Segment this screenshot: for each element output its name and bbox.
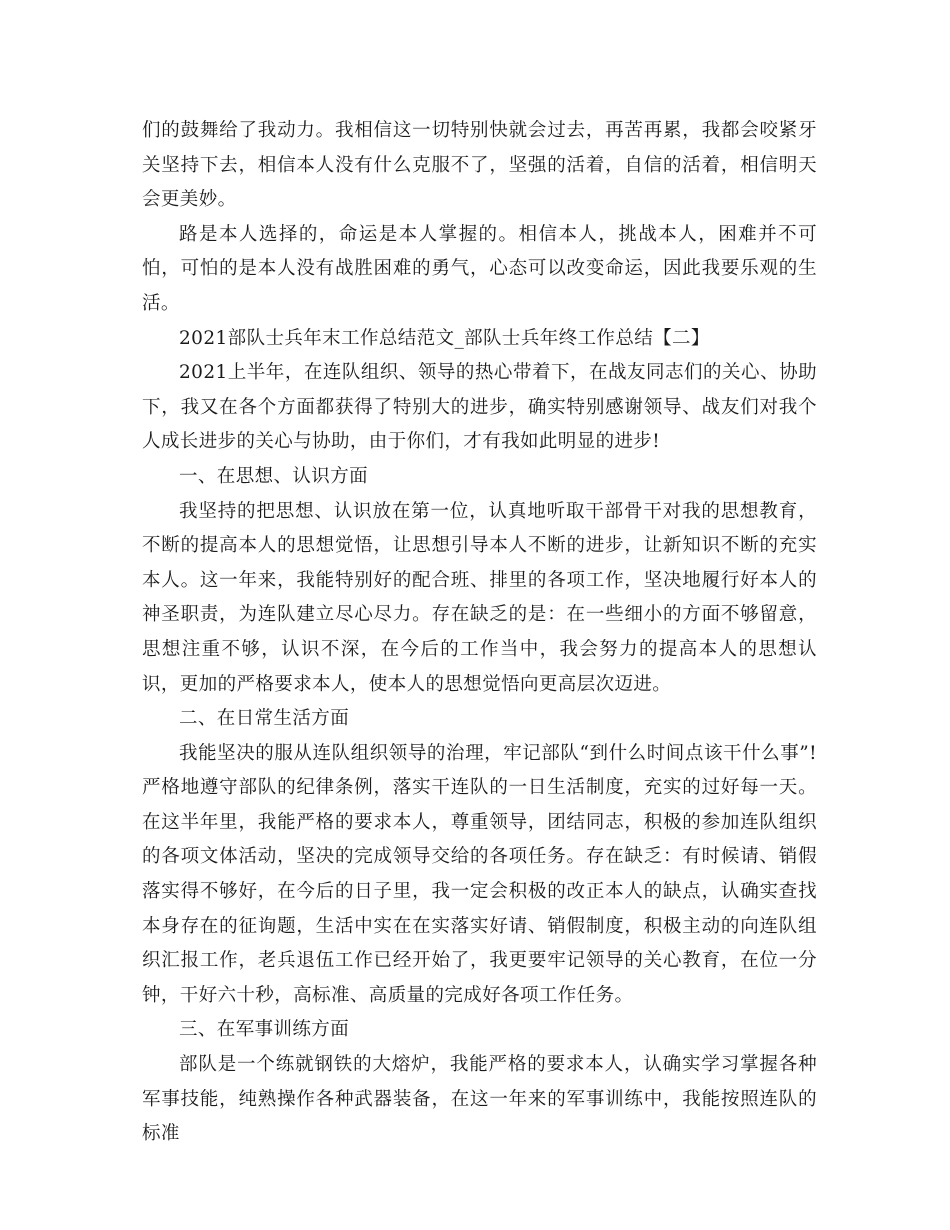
paragraph-life-choice: 路是本人选择的，命运是本人掌握的。相信本人，挑战本人，困难并不可怕，可怕的是本人没有战胜困难的勇气，心态可以改变命运，因此我要乐观的生活。 — [142, 223, 817, 314]
paragraph-intro: 2021上半年，在连队组织、领导的热心带着下，在战友同志们的关心、协助下，我又在各个方面都获得了特别大的进步，确实特别感谢领导、战友们对我个人成长进步的关心与协助，由于你们，才有我如此明显的进步! — [142, 362, 817, 453]
document-body — [142, 114, 817, 1152]
paragraph-daily-life: 我能坚决的服从连队组织领导的治理，牢记部队“到什么时间点该干什么事”!严格地遵守部队的纪律条例，落实干连队的一日生活制度，充实的过好每一天。在这半年里，我能严格的要求本人，尊重领导，团结同志，积极的参加连队组织的各项文体活动，坚决的完成领导交给的各项任务。存在缺乏：有时候请、销假落实得不够好，在今后的日子里，我一定会积极的改正本人的缺点，认确实查找本身存在的征询题，生活中实在在实落实好请、销假制度，积极主动的向连队组织汇报工作，老兵退伍工作已经开始了，我更要牢记领导的关心教育，在位一分钟，干好六十秒，高标准、高质量的完成好各项工作任务。 — [142, 742, 817, 1006]
section-title-summary-two: 2021部队士兵年末工作总结范文_部队士兵年终工作总结【二】 — [179, 327, 710, 349]
heading-daily-life: 二、在日常生活方面 — [179, 708, 350, 730]
paragraph-continuation: 们的鼓舞给了我动力。我相信这一切特别快就会过去，再苦再累，我都会咬紧牙关坚持下去，相信本人没有什么克服不了，坚强的活着，自信的活着，相信明天会更美妙。 — [142, 120, 817, 211]
heading-thought-awareness: 一、在思想、认识方面 — [179, 465, 369, 487]
paragraph-thought-awareness: 我坚持的把思想、认识放在第一位，认真地听取干部骨干对我的思想教育，不断的提高本人的思想觉悟，让思想引导本人不断的进步，让新知识不断的充实本人。这一年来，我能特别好的配合班、排里的各项工作，坚决地履行好本人的神圣职责，为连队建立尽心尽力。存在缺乏的是：在一些细小的方面不够留意，思想注重不够，认识不深，在今后的工作当中，我会努力的提高本人的思想认识，更加的严格要求本人，使本人的思想觉悟向更高层次迈进。 — [142, 500, 817, 695]
paragraph-military-training: 部队是一个练就钢铁的大熔炉，我能严格的要求本人，认确实学习掌握各种军事技能，纯熟操作各种武器装备，在这一年来的军事训练中，我能按照连队的标准 — [142, 1054, 817, 1145]
heading-military-training: 三、在军事训练方面 — [179, 1019, 350, 1041]
